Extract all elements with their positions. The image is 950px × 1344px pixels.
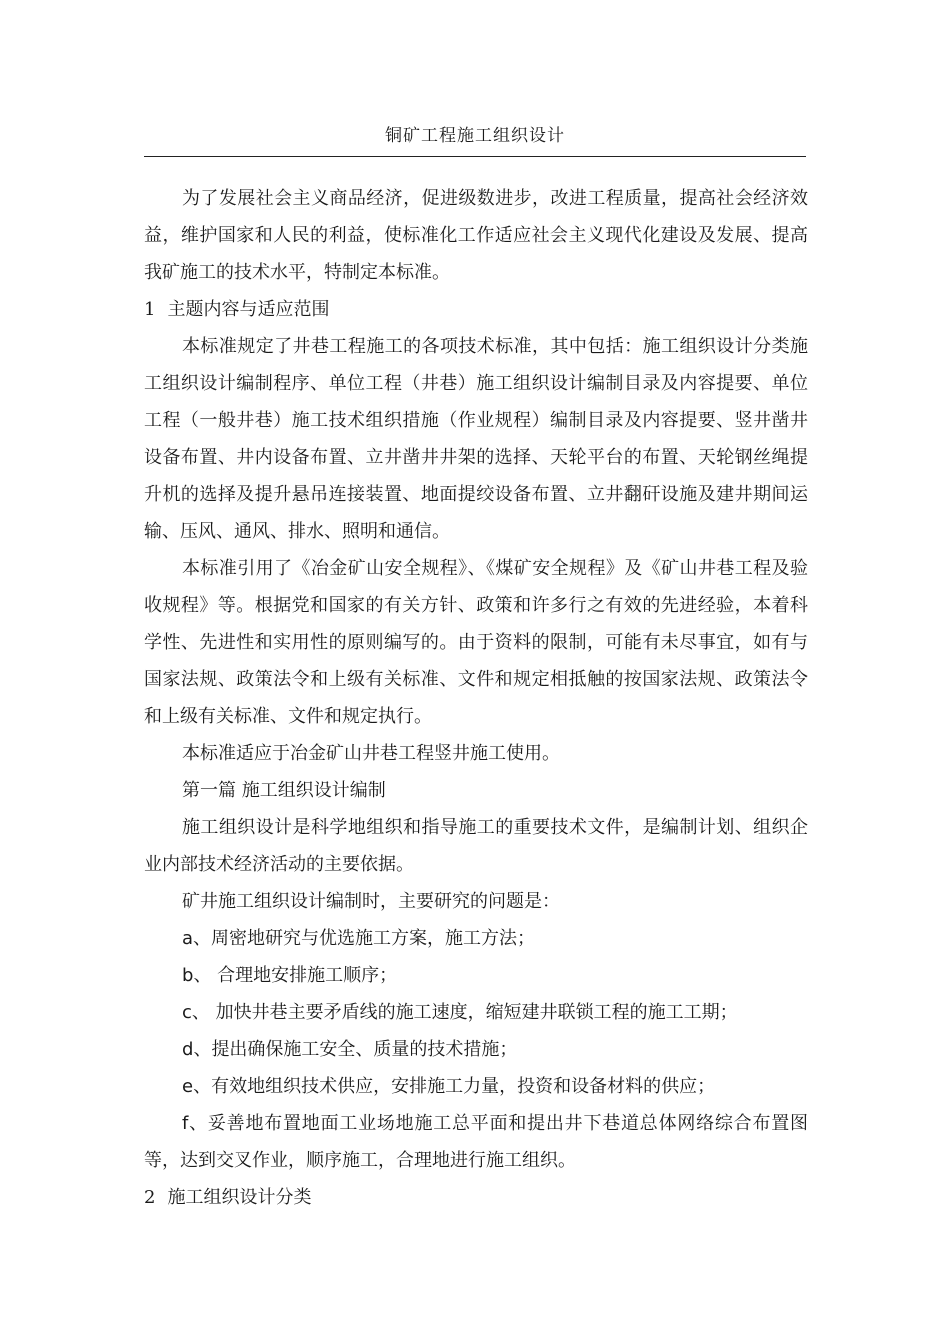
list-item: b、 合理地安排施工顺序； — [182, 965, 398, 986]
section-1-number: 1 — [144, 299, 156, 320]
list-item: f、妥善地布置地面工业场地施工总平面和提出井下巷道总体网络综合布置图等，达到交叉作业，顺序施工，合理地进行施工组织。 — [144, 1113, 809, 1171]
list-item-letter: d — [182, 1039, 194, 1060]
scope-paragraph: 本标准规定了井巷工程施工的各项技术标准，其中包括：施工组织设计分类施工组织设计编制程序、单位工程（井巷）施工组织设计编制目录及内容提要、单位工程（一般井巷）施工技术组织措施（作业规程）编制目录及内容提要、竖井凿井设备布置、井内设备布置、立井凿井井架的选择、天轮平台的布置、天轮钢丝绳提升机的选择及提升悬吊连接装置、地面提绞设备布置、立井翻矸设施及建井期间运输、压风、通风、排水、照明和通信。 — [144, 336, 808, 542]
section-2-heading — [144, 1179, 808, 1216]
list-item-text: 周密地研究与优选施工方案，施工方法； — [211, 928, 536, 949]
applicability-paragraph: 本标准适应于冶金矿山井巷工程竖井施工使用。 — [182, 743, 560, 764]
section-2-number: 2 — [144, 1187, 156, 1208]
page-header-title: 铜矿工程施工组织设计 — [385, 126, 565, 146]
issues-intro-paragraph: 矿井施工组织设计编制时，主要研究的问题是： — [182, 891, 560, 912]
list-item-text: 合理地安排施工顺序； — [217, 965, 398, 986]
list-item-letter: b — [182, 965, 194, 986]
list-item-text: 有效地组织技术供应，安排施工力量，投资和设备材料的供应； — [211, 1076, 716, 1097]
list-item-text: 提出确保施工安全、质量的技术措施； — [211, 1039, 518, 1060]
header-divider — [144, 156, 806, 157]
section-2-title: 施工组织设计分类 — [167, 1187, 312, 1208]
section-1-title: 主题内容与适应范围 — [167, 299, 330, 320]
references-paragraph: 本标准引用了《冶金矿山安全规程》、《煤矿安全规程》及《矿山井巷工程及验收规程》等。根据党和国家的有关方针、政策和许多行之有效的先进经验，本着科学性、先进性和实用性的原则编写的。由于资料的限制，可能有未尽事宜，如有与国家法规、政策法令和上级有关标准、文件和规定相抵触的按国家法规、政策法令和上级有关标准、文件和规定执行。 — [144, 558, 808, 727]
list-item: a、周密地研究与优选施工方案，施工方法； — [182, 928, 536, 949]
intro-paragraph: 为了发展社会主义商品经济，促进级数进步，改进工程质量，提高社会经济效益，维护国家和人民的利益，使标准化工作适应社会主义现代化建设及发展、提高我矿施工的技术水平，特制定本标准。 — [144, 188, 808, 283]
list-item: c、 加快井巷主要矛盾线的施工速度，缩短建井联锁工程的施工工期； — [182, 1002, 738, 1023]
part-1-heading — [144, 772, 808, 809]
section-1-heading — [144, 291, 808, 328]
list-item-letter: a — [182, 928, 194, 949]
part-1-label: 第一篇 — [182, 780, 236, 801]
list-item-text: 加快井巷主要矛盾线的施工速度，缩短建井联锁工程的施工工期； — [215, 1002, 738, 1023]
list-item-letter: f — [182, 1113, 189, 1134]
list-item-letter: c — [182, 1002, 192, 1023]
list-item: d、提出确保施工安全、质量的技术措施； — [182, 1039, 518, 1060]
document-body — [144, 180, 808, 1216]
list-item: e、有效地组织技术供应，安排施工力量，投资和设备材料的供应； — [182, 1076, 716, 1097]
part-1-title: 施工组织设计编制 — [241, 780, 386, 801]
list-item-letter: e — [182, 1076, 194, 1097]
definition-paragraph: 施工组织设计是科学地组织和指导施工的重要技术文件，是编制计划、组织企业内部技术经济活动的主要依据。 — [144, 817, 808, 875]
list-item-text: 妥善地布置地面工业场地施工总平面和提出井下巷道总体网络综合布置图等，达到交叉作业，顺序施工，合理地进行施工组织。 — [144, 1113, 809, 1171]
